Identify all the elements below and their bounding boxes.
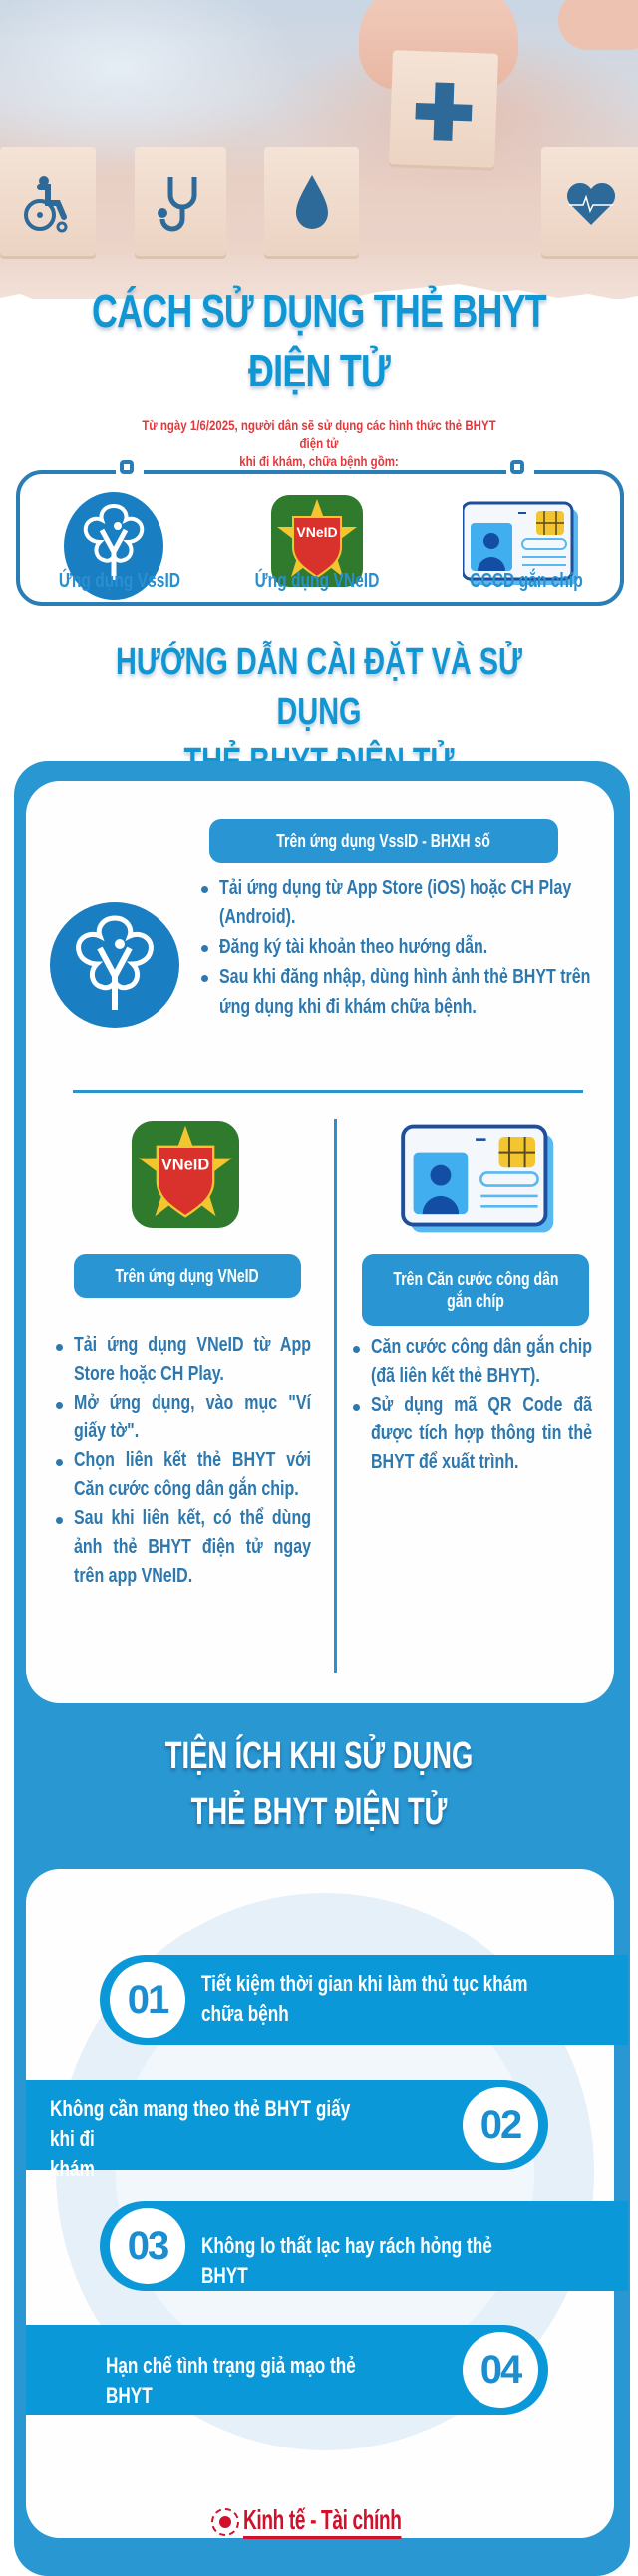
wheelchair-block	[0, 147, 96, 259]
intro-line-2: khi đi khám, chữa bệnh gồm:	[239, 453, 399, 469]
vneid-steps	[54, 1331, 311, 1591]
vneid-step: Chọn liên kết thẻ BHYT với Căn cước công dân gắn chip.	[54, 1446, 311, 1504]
benefits-section-title	[0, 1728, 638, 1840]
benefit-text: Không cần mang theo thẻ BHYT giấy khi đi khám	[50, 2096, 351, 2181]
svg-text:VNeID: VNeID	[160, 1156, 210, 1174]
vssid-step: Đăng ký tài khoản theo hướng dẫn.	[199, 932, 608, 962]
benefit-text: Không lo thất lạc hay rách hỏng thẻ BHYT	[201, 2233, 492, 2288]
wheelchair-icon	[20, 169, 76, 237]
frame-tab	[120, 460, 134, 474]
page-title: CÁCH SỬ DỤNG THẺ BHYT ĐIỆN TỬ	[92, 285, 546, 396]
stethoscope-block	[135, 147, 226, 259]
vssid-heading: Trên ứng dụng VssID - BHXH số	[276, 831, 491, 851]
benefit-number-badge: 02	[463, 2087, 538, 2163]
stethoscope-icon	[153, 169, 208, 237]
vneid-heading-pill	[74, 1254, 301, 1298]
frame-tab	[510, 460, 524, 474]
vneid-step: Tải ứng dụng VNeID từ App Store hoặc CH Play.	[54, 1331, 311, 1389]
vssid-step: Sau khi đăng nhập, dùng hình ảnh thẻ BHYT trên ứng dụng khi đi khám chữa bệnh.	[199, 962, 608, 1022]
publisher-logo	[211, 2504, 476, 2539]
guide-title-line-1: HƯỚNG DẪN CÀI ĐẶT VÀ SỬ DỤNG	[116, 642, 522, 733]
benefit-item-02	[26, 2080, 548, 2181]
medical-cross-block	[389, 50, 498, 171]
hero-background-blur	[0, 0, 299, 169]
benefit-item-04	[26, 2325, 548, 2415]
cccd-heading-line-2: gắn chíp	[447, 1291, 504, 1311]
vneid-heading: Trên ứng dụng VNeID	[115, 1266, 260, 1286]
svg-text:VNeID: VNeID	[296, 524, 338, 540]
vneid-step: Sau khi liên kết, có thể dùng ảnh thẻ BHYT điện tử ngay trên app VNeID.	[54, 1504, 311, 1591]
option-label-vneid: Ứng dụng VNeID	[254, 570, 380, 592]
benefit-number-badge: 04	[463, 2332, 538, 2408]
blood-drop-icon	[284, 169, 340, 237]
publisher-emblem-icon	[211, 2508, 239, 2536]
vneid-logo	[132, 1121, 239, 1233]
publisher-name: Kinh tế - Tài chính	[243, 2504, 402, 2539]
hero-banner	[0, 0, 638, 299]
benefit-text: Tiết kiệm thời gian khi làm thủ tục khám chữa bệnh	[201, 1971, 528, 2026]
cccd-logo	[401, 1124, 558, 1240]
benefit-text: Hạn chế tình trạng giả mạo thẻ BHYT	[106, 2353, 356, 2408]
medical-cross-icon	[407, 70, 481, 151]
vssid-steps	[199, 873, 608, 1022]
id-card-chip-icon	[401, 1124, 558, 1235]
intro-line-1: Từ ngày 1/6/2025, người dân sẽ sử dụng các hình thức thẻ BHYT điện tử	[142, 417, 496, 451]
vneid-logo-icon	[132, 1121, 239, 1228]
cccd-step: Sử dụng mã QR Code đã được tích hợp thông tin thẻ BHYT để xuất trình.	[351, 1391, 592, 1477]
vneid-step: Mở ứng dụng, vào mục "Ví giấy tờ".	[54, 1389, 311, 1446]
heartbeat-block	[541, 147, 638, 259]
vssid-step: Tải ứng dụng từ App Store (iOS) hoặc CH Play (Android).	[199, 873, 608, 932]
heartbeat-icon	[563, 169, 619, 237]
hero-hand	[558, 0, 638, 50]
benefits-title-line-1: TIỆN ÍCH KHI SỬ DỤNG	[164, 1735, 474, 1777]
benefit-number-badge: 03	[110, 2208, 185, 2284]
option-label-cccd: CCCD gắn chíp	[470, 570, 583, 592]
intro-text	[90, 416, 548, 470]
blood-drop-block	[264, 147, 359, 259]
section-divider-horizontal	[73, 1090, 583, 1093]
benefit-item-01	[100, 1955, 628, 2045]
cccd-steps	[351, 1333, 592, 1477]
cccd-heading-pill	[362, 1254, 589, 1326]
vssid-heading-pill	[209, 819, 558, 863]
cccd-step: Căn cước công dân gắn chip (đã liên kết thẻ BHYT).	[351, 1333, 592, 1391]
vssid-logo	[48, 901, 181, 1035]
benefit-item-03	[100, 2201, 628, 2291]
vss-logo-icon	[48, 901, 181, 1030]
cccd-heading-line-1: Trên Căn cước công dân	[392, 1269, 559, 1289]
section-divider-vertical	[334, 1119, 337, 1673]
benefit-number-badge: 01	[110, 1962, 185, 2038]
benefits-title-line-2: THẺ BHYT ĐIỆN TỬ	[190, 1791, 448, 1833]
option-label-vssid: Ứng dụng VssID	[58, 570, 181, 592]
